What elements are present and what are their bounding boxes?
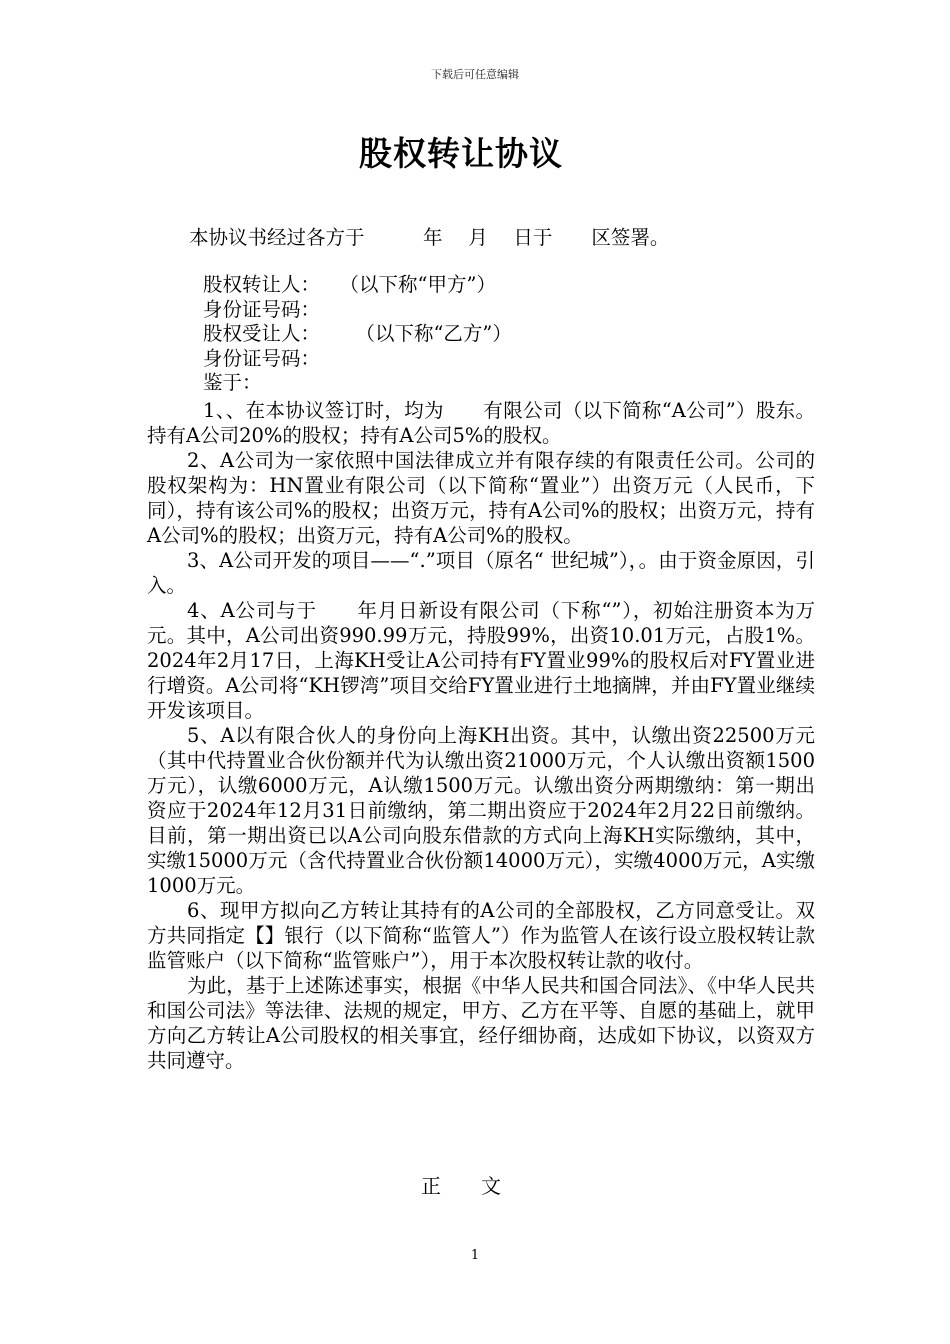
closing-paragraph: 为此，基于上述陈述事实，根据《中华人民共和国合同法》、《中华人民共和国公司法》等法律、法规的规定，甲方、乙方在平等、自愿的基础上，就甲方向乙方转让A公司股权的相关事宜，经仔细协商，达成如下协议，以资双方共同遵守。: [147, 974, 815, 1072]
recitals-body: [147, 398, 815, 1073]
recital-paragraph-5: 5、A以有限合伙人的身份向上海KH出资。其中，认缴出资22500万元（其中代持置业合伙份额并代为认缴出资21000万元，个人认缴出资额1500万元），认缴6000万元，A认缴1500万元。认缴出资分两期缴纳：第一期出资应于2024年12月31日前缴纳，第二期出资应于2024年2月22日前缴纳。目前，第一期出资已以A公司向股东借款的方式向上海KH实际缴纳，其中，实缴15000万元（含代持置业合伙份额14000万元），实缴4000万元，A实缴1000万元。: [147, 724, 815, 897]
section-title: 正 文: [421, 1174, 501, 1198]
transferee-line: 股权受让人： （以下称“乙方”）: [203, 322, 512, 345]
recital-paragraph-4: 4、A公司与于 年月日新设有限公司（下称“”），初始注册资本为万元。其中，A公司出资990.99万元，持股99%，出资10.01万元，占股1%。2024年2月17日，上海KH受让A公司持有FY置业99%的股权后对FY置业进行增资。A公司将“KH锣湾”项目交给FY置业进行土地摘牌，并由FY置业继续开发该项目。: [147, 599, 815, 722]
transferor-line: 股权转让人： （以下称“甲方”）: [203, 273, 496, 296]
header-note: 下载后可任意编辑: [431, 68, 519, 81]
recital-paragraph-2: 2、A公司为一家依照中国法律成立并有限存续的有限责任公司。公司的股权架构为：HN置业有限公司（以下简称“置业”）出资万元（人民币，下同），持有该公司%的股权；出资万元，持有A公司%的股权；出资万元，持有A公司%的股权；出资万元，持有A公司%的股权。: [147, 449, 815, 547]
parties-block: [203, 273, 512, 396]
whereas-heading: 鉴于：: [203, 371, 262, 394]
recital-paragraph-1: 1、、在本协议签订时，均为 有限公司（以下简称“A公司”）股东。持有A公司20%的股权；持有A公司5%的股权。: [147, 399, 815, 447]
signing-statement: 本协议书经过各方于 年 月 日于 区签署。: [189, 226, 670, 249]
recital-paragraph-6: 6、现甲方拟向乙方转让其持有的A公司的全部股权，乙方同意受让。双方共同指定【】银行（以下简称“监管人”）作为监管人在该行设立股权转让款监管账户（以下简称“监管账户”），用于本次股权转让款的收付。: [147, 899, 815, 972]
document-title: 股权转让协议: [359, 134, 563, 173]
recital-paragraph-3: 3、A公司开发的项目——“.”项目（原名“ 世纪城”），。由于资金原因，引入。: [147, 549, 815, 597]
transferor-id-line: 身份证号码：: [203, 297, 321, 321]
page-number: 1: [470, 1248, 480, 1263]
transferee-id-line: 身份证号码：: [203, 346, 321, 370]
